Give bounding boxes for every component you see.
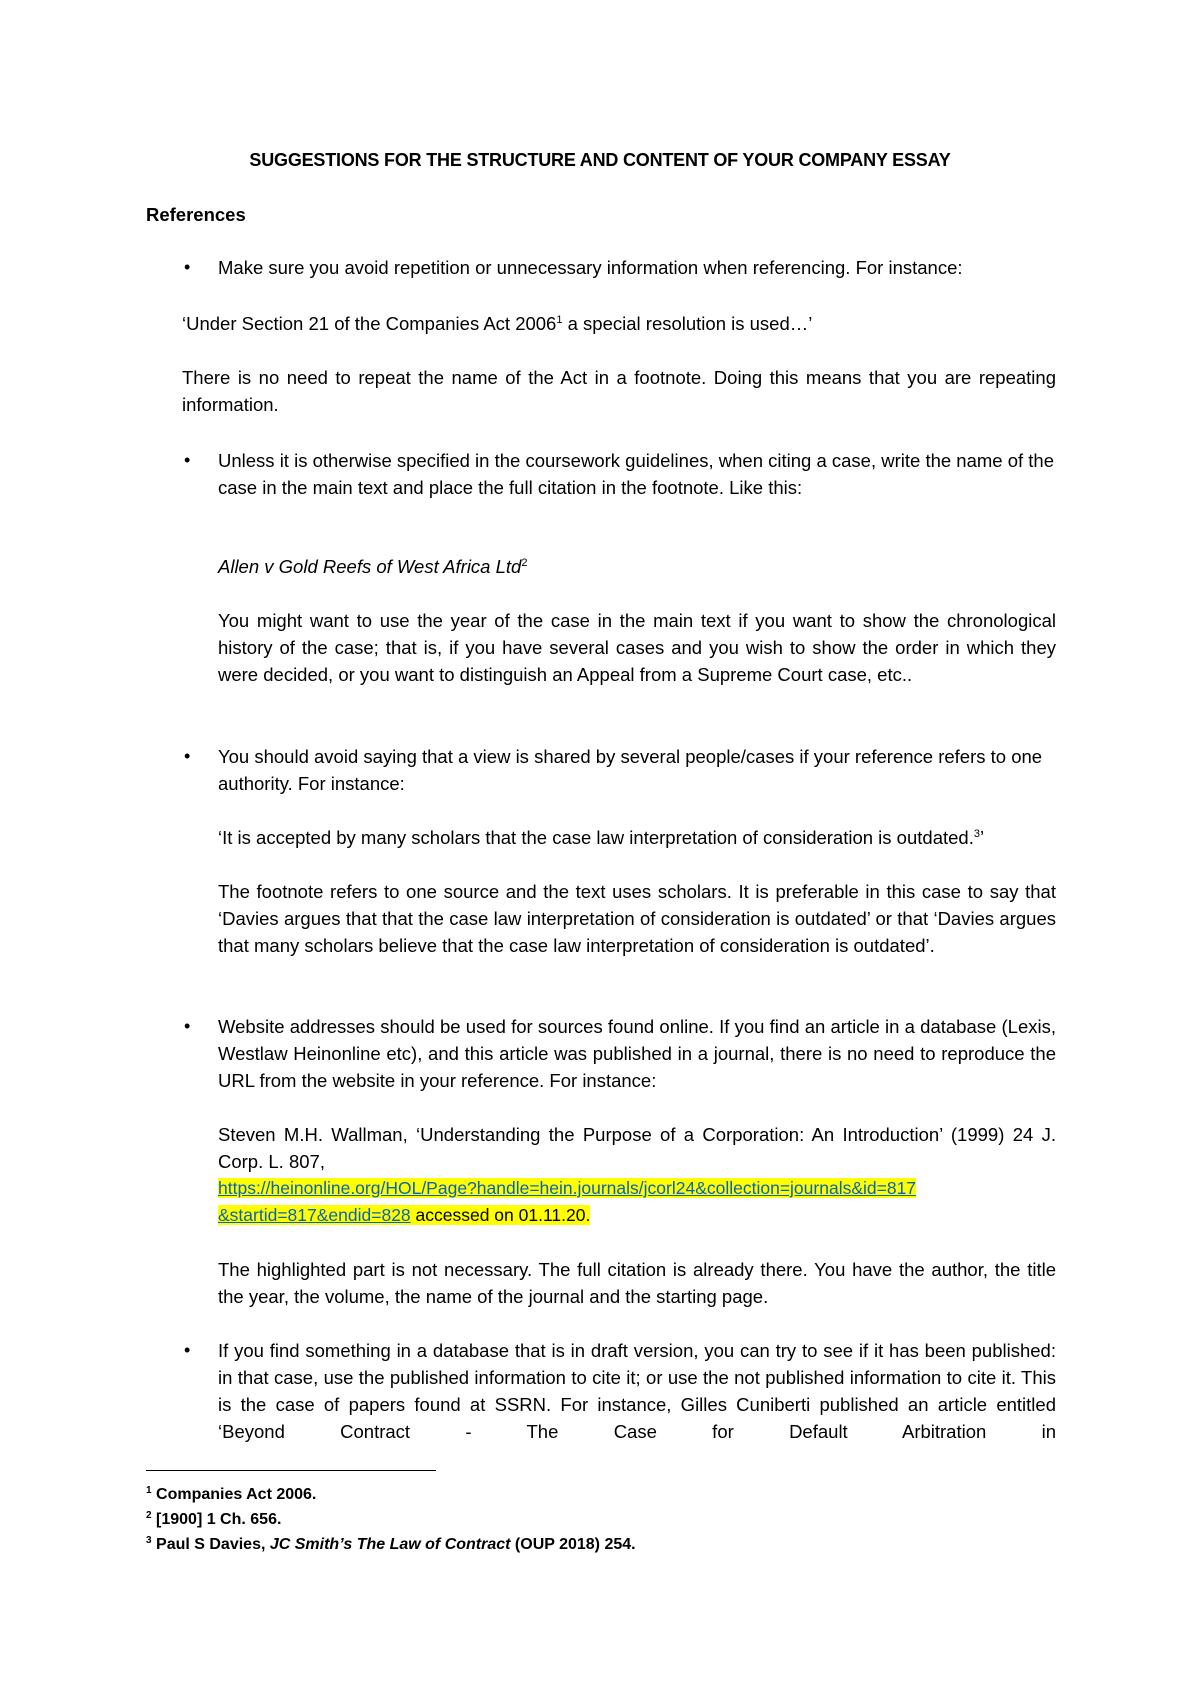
bullet-4-intro: Website addresses should be used for sources found online. If you find an article in a database (Lexis, Westlaw Heinonline etc), and this article was published in a journal, there is no need to reproduce the URL from the website in your reference. For instance: [218,1016,1056,1091]
footnote-separator [146,1470,436,1471]
bullet-4-explanation: The highlighted part is not necessary. The full citation is already there. You have the author, the title the year, the volume, the name of the journal and the starting page. [218,1259,1056,1307]
bullet-2-explanation: You might want to use the year of the case in the main text if you want to show the chronological history of the case; that is, if you have several cases and you wish to show the order in which they were decided, or you want to distinguish an Appeal from a Supreme Court case, etc.. [218,610,1056,685]
accessed-date: accessed on 01.11.20. [410,1205,591,1225]
footnote-ref-2[interactable]: 2 [521,557,528,569]
example-citation-wallman: Steven M.H. Wallman, ‘Understanding the Purpose of a Corporation: An Introduction’ (1999) 24 J. Corp. L. 807, [218,1124,1056,1172]
heinonline-link-continued[interactable]: &startid=817&endid=828 [218,1205,411,1225]
bullet-marker: • [184,1340,191,1360]
footnote-3: $^3$ Paul S Davies, JC Smith’s The Law of Contract (OUP 2018) 254. [146,1535,636,1553]
bullet-2-intro: Unless it is otherwise specified in the coursework guidelines, when citing a case, write the name of the case in the main text and place the full citation in the footnote. Like this: [218,450,1055,498]
bullet-3-intro: You should avoid saying that a view is shared by several people/cases if your reference refers to one authority. For instance: [218,746,1043,794]
example-url-line-2 [218,1202,1056,1229]
example-case-name: Allen v Gold Reefs of West Africa Ltd$^2$ [218,556,528,577]
bullet-marker: • [184,1016,191,1036]
bullet-marker: • [184,450,191,470]
bullet-1-explanation: There is no need to repeat the name of the Act in a footnote. Doing this means that you are repeating information. [182,367,1056,415]
section-heading-references: References [146,204,246,225]
footnote-1: $^1$ Companies Act 2006. [146,1485,317,1503]
bullet-marker: • [184,746,191,766]
bullet-1-intro: Make sure you avoid repetition or unnecessary information when referencing. For instance: [218,257,963,278]
example-quote-scholars: ‘It is accepted by many scholars that the case law interpretation of consideration is outdated.$^3$’ [218,827,985,848]
bullet-5-text: If you find something in a database that is in draft version, you can try to see if it has been published: in that case, use the published information to cite it; or use the not published information to cite it. This is the case of papers found at SSRN. For instance, Gilles Cuniberti published an article entitled ‘Beyond Contract - The Case for Default Arbitration in [218,1340,1056,1442]
bullet-3-explanation: The footnote refers to one source and the text uses scholars. It is preferable in this case to say that ‘Davies argues that that the case law interpretation of consideration is outdated’ or that ‘Davies argues that many scholars believe that the case law interpretation of consideration is outdated’. [218,881,1056,956]
footnote-ref-1[interactable]: 1 [556,314,563,326]
bullet-marker: • [184,257,191,277]
example-quote-companies-act: ‘Under Section 21 of the Companies Act 2006$^1$ a special resolution is used…’ [182,313,813,334]
page-title: SUGGESTIONS FOR THE STRUCTURE AND CONTENT OF YOUR COMPANY ESSAY [249,150,951,170]
footnote-2: $^2$ [1900] 1 Ch. 656. [146,1510,282,1528]
footnote-ref-3[interactable]: 3 [973,828,980,840]
example-url-line-1 [218,1175,1056,1202]
heinonline-link[interactable]: https://heinonline.org/HOL/Page?handle=hein.journals/jcorl24&collection=journals&id=817 [218,1178,917,1198]
